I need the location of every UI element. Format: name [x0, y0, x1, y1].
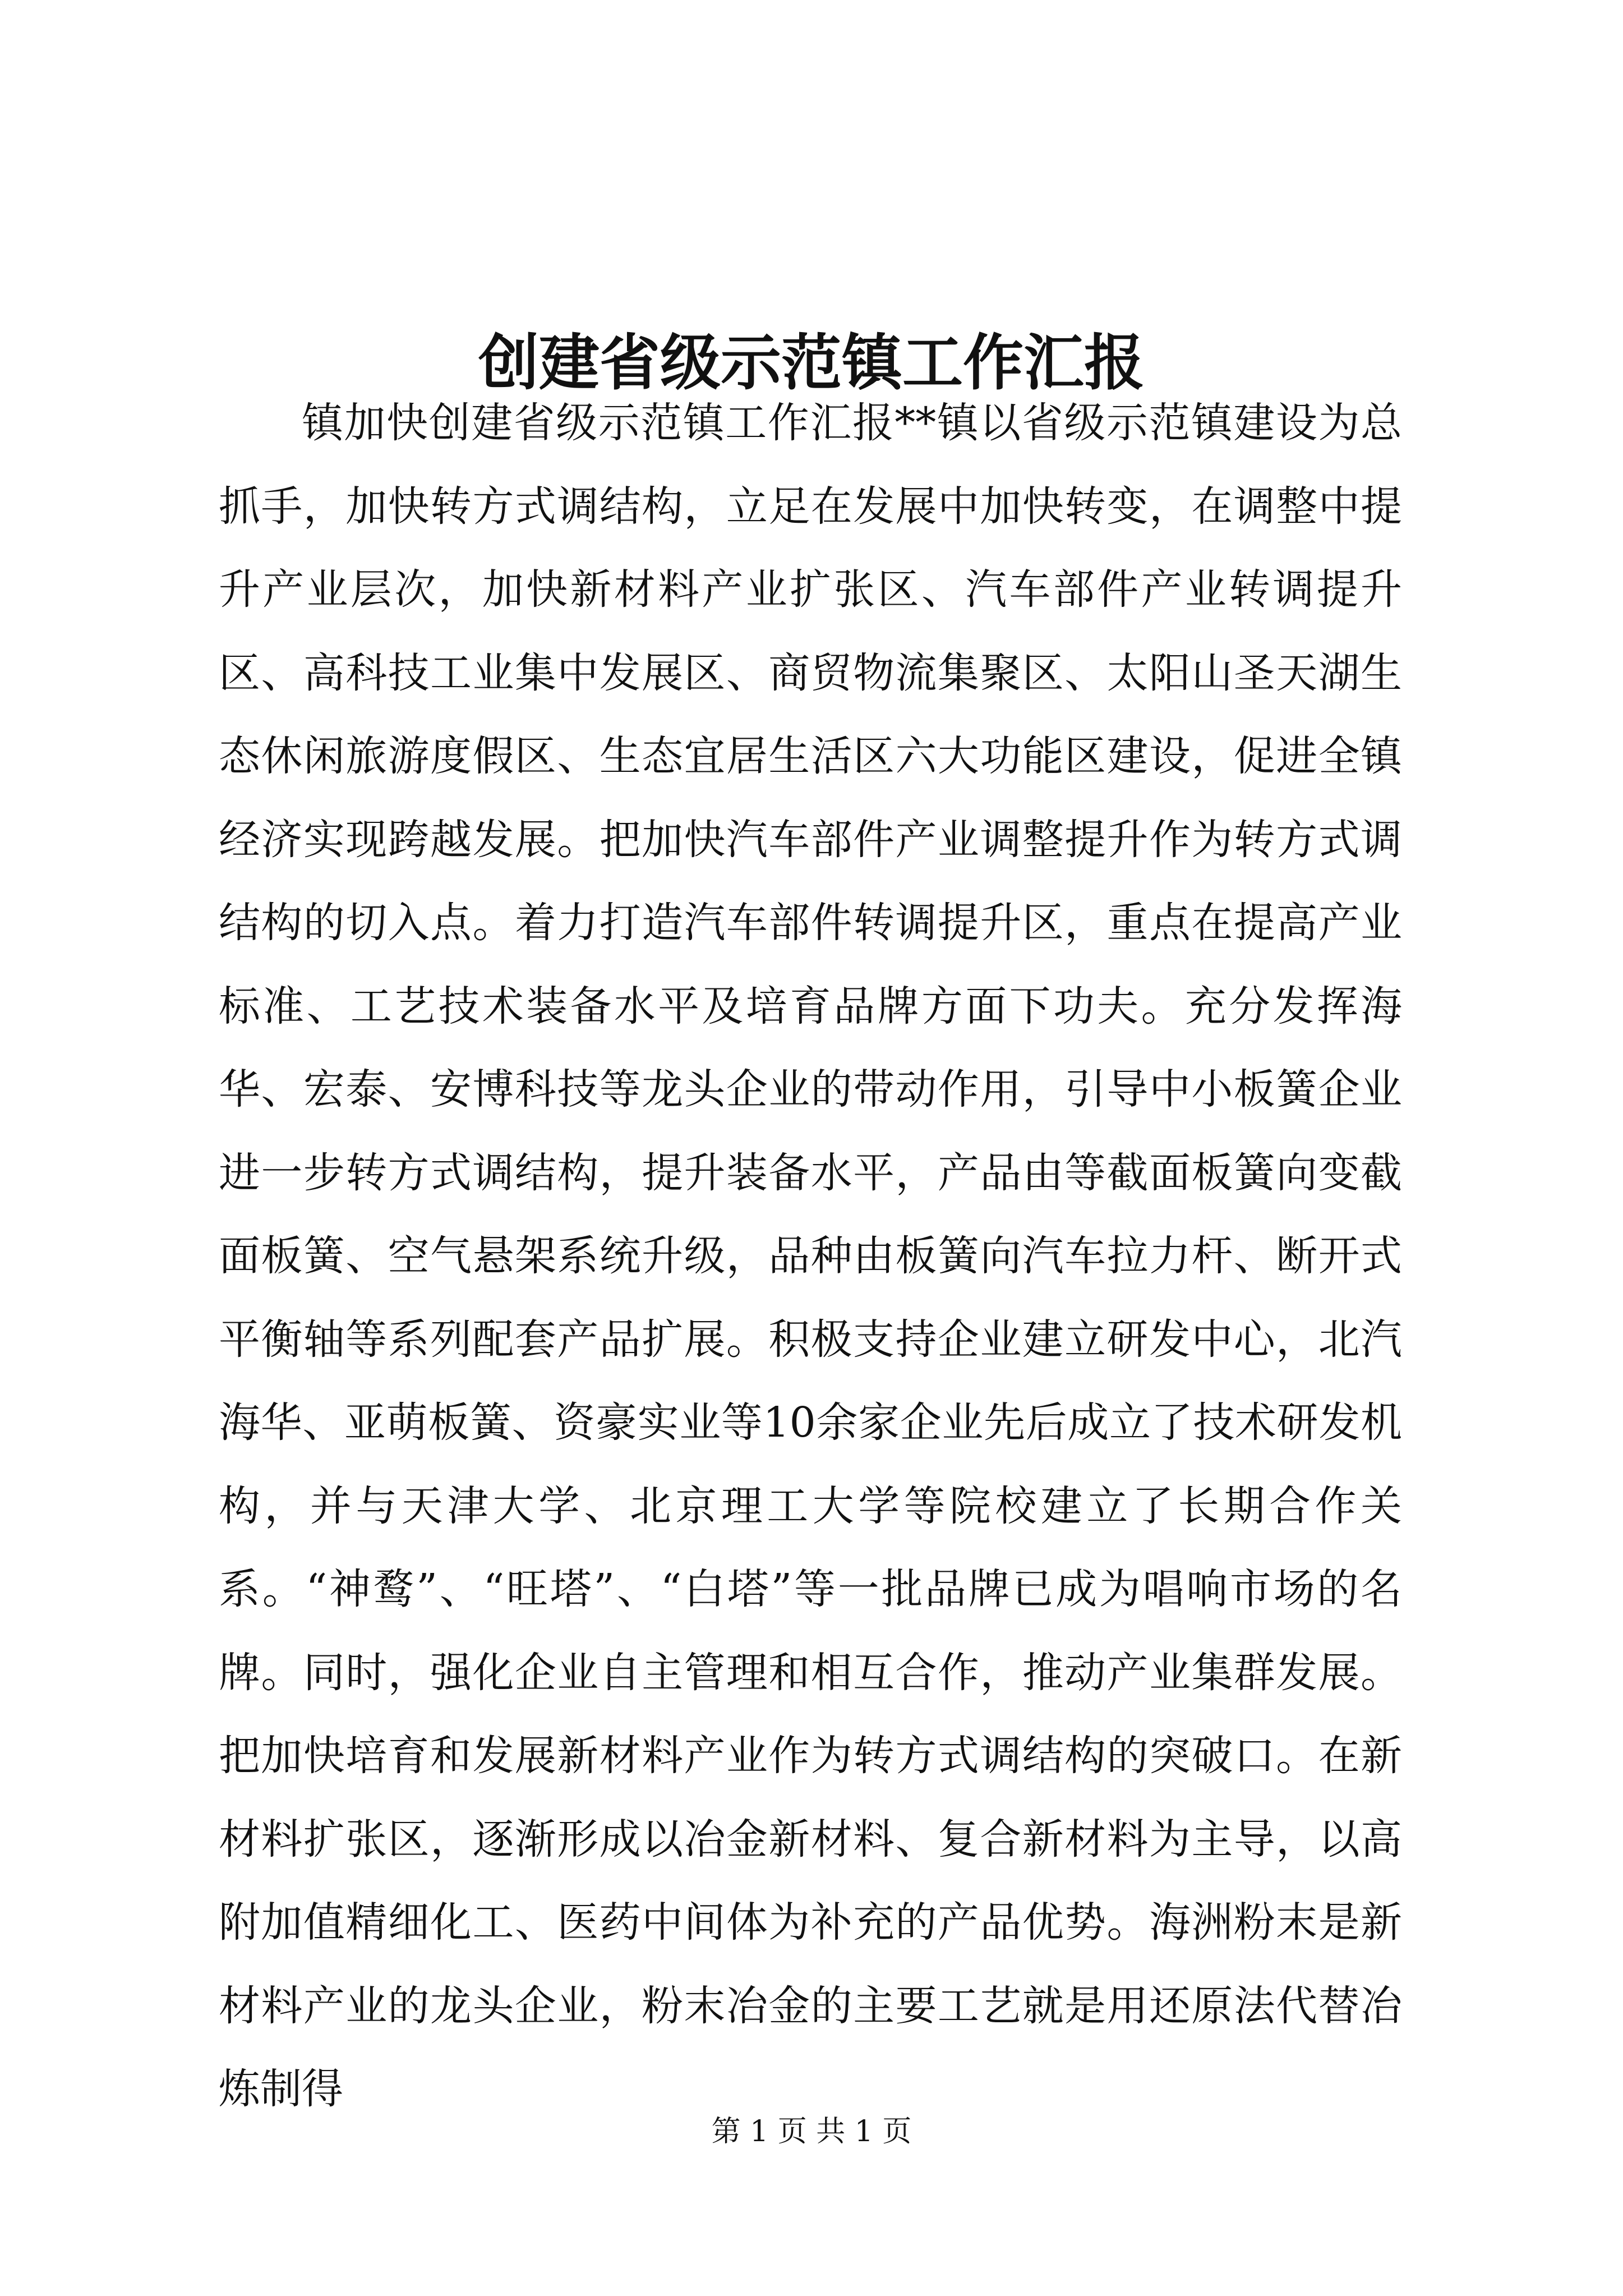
document-title: 创建省级示范镇工作汇报 — [478, 328, 1145, 399]
body-paragraph: 镇加快创建省级示范镇工作汇报**镇以省级示范镇建设为总抓手，加快转方式调结构，立足在发展中加快转变，在调整中提升产业层次，加快新材料产业扩张区、汽车部件产业转调提升区、高科技工业集中发展区、商贸物流集聚区、太阳山圣天湖生态休闲旅游度假区、生态宜居生活区六大功能区建设，促进全镇经济实现跨越发展。把加快汽车部件产业调整提升作为转方式调结构的切入点。着力打造汽车部件转调提升区，重点在提高产业标准、工艺技术装备水平及培育品牌方面下功夫。充分发挥海华、宏泰、安博科技等龙头企业的带动作用，引导中小板簧企业进一步转方式调结构，提升装备水平，产品由等截面板簧向变截面板簧、空气悬架系统升级，品种由板簧向汽车拉力杆、断开式平衡轴等系列配套产品扩展。积极支持企业建立研发中心，北汽海华、亚萌板簧、资豪实业等10余家企业先后成立了技术研发机构，并与天津大学、北京理工大学等院校建立了长期合作关系。“神鹜”、“旺塔”、“白塔”等一批品牌已成为唱响市场的名牌。同时，强化企业自主管理和相互合作，推动产业集群发展。把加快培育和发展新材料产业作为转方式调结构的突破口。在新材料扩张区，逐渐形成以冶金新材料、复合新材料为主导，以高附加值精细化工、医药中间体为补充的产品优势。海洲粉末是新材料产业的龙头企业，粉末冶金的主要工艺就是用还原法代替冶炼制得 — [219, 399, 1402, 2113]
page-footer: 第 1 页 共 1 页 — [711, 2115, 912, 2148]
